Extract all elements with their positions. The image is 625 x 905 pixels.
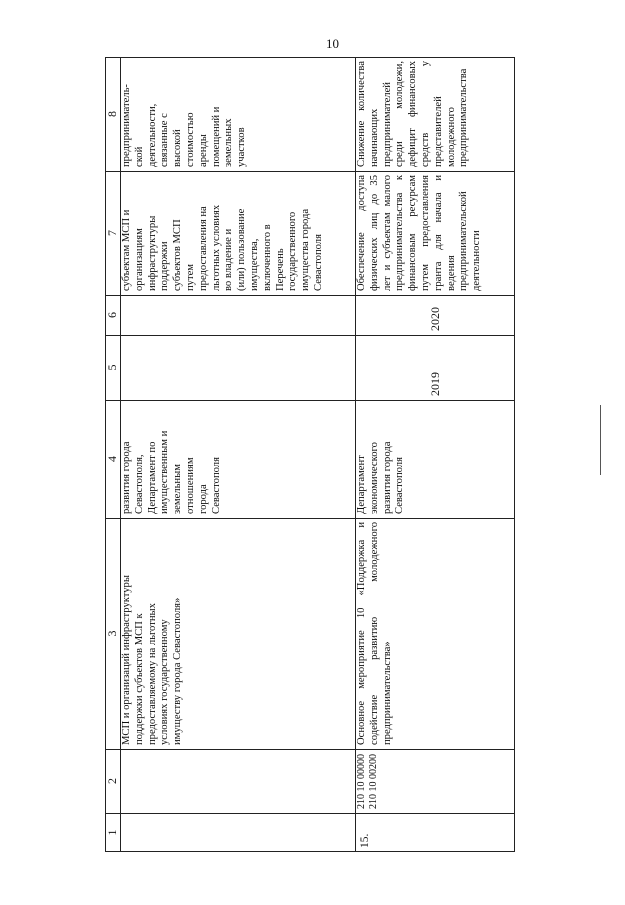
- row15-activity: Основное мероприятие 10 «Поддержка и содействие развитию молодежного предпринимательства»: [356, 522, 393, 745]
- row15-consequences: Снижение количества начинающих предпринимателей среди молодежи, дефицит финансовых средств у представителей молодежного предпринимательства: [356, 61, 470, 167]
- row15-end-year: 2020: [427, 307, 442, 331]
- row15-start-year: 2019: [427, 372, 442, 396]
- header-col-3: 3: [105, 630, 119, 637]
- header-col-7: 7: [105, 230, 119, 236]
- row15-code: 210 10 00000 210 10 00200: [356, 754, 379, 809]
- row15-executor: Департамент экономического развития города Севастополя: [356, 441, 406, 514]
- cont-row-col-3: МСП и организаций инфраструктуры поддержки субъектов МСП к предоставляемому на льготных условиях государственному имуществу города Севастополя»: [121, 575, 184, 745]
- cont-row-col-7: субъектам МСП и организациям инфраструктуры поддержки субъектов МСП путем предоставления на льготных условиях во владение и (или) пользование имущества, включенного в Перечень государственного имущества города Севастополя: [121, 204, 324, 291]
- header-col-1: 1: [105, 829, 119, 836]
- header-col-8: 8: [105, 111, 119, 117]
- header-col-4: 4: [105, 456, 119, 462]
- cont-row-col-4: развития города Севастополя, Департамент по имущественным и земельным отношениям города Севастополя: [121, 430, 222, 514]
- row15-expected-result: Обеспечение доступа физических лиц до 35 лет и субъектам малого предпринимательства к финансовым ресурсам путем предоставления гранта для начала и ведения предпринимательской деятельности: [356, 175, 483, 291]
- header-col-2: 2: [105, 778, 119, 784]
- header-col-6: 6: [105, 312, 119, 318]
- page-number: 10: [326, 36, 339, 51]
- header-col-5: 5: [105, 364, 119, 371]
- margin-mark: [600, 405, 601, 475]
- row15-number: 15.: [359, 833, 371, 848]
- cont-row-col-8: предприниматель- ской деятельности, связанные с высокой стоимостью аренды помещений и земельных участков: [121, 84, 248, 167]
